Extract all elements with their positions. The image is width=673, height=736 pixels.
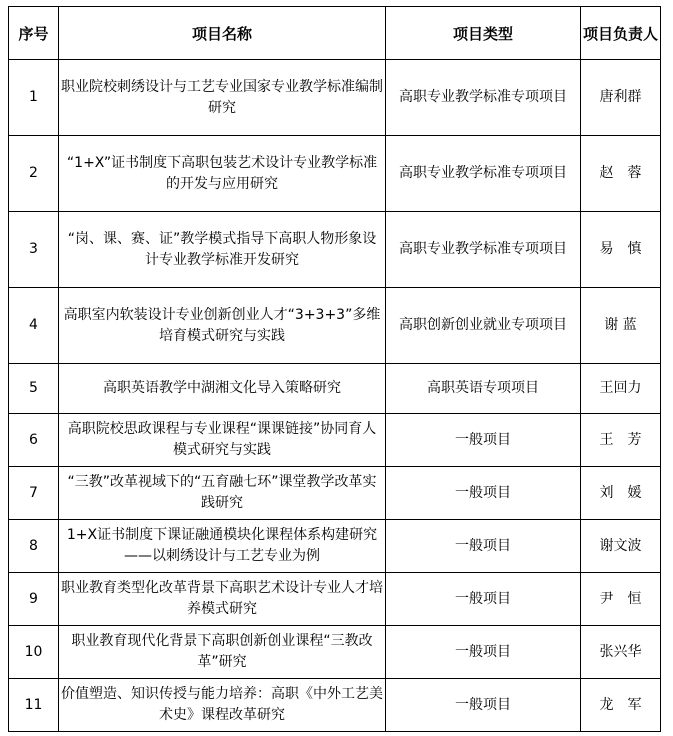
table-row (9, 364, 661, 414)
row-no: 10 (9, 626, 59, 679)
row-type: 高职专业教学标准专项项目 (386, 136, 581, 212)
header-name: 项目名称 (59, 7, 386, 60)
row-no: 8 (9, 520, 59, 573)
row-no: 9 (9, 573, 59, 626)
table-row (9, 414, 661, 467)
row-name: 职业教育类型化改革背景下高职艺术设计专业人才培养模式研究 (59, 573, 386, 626)
row-leader: 唐利群 (581, 60, 661, 136)
row-name: 价值塑造、知识传授与能力培养：高职《中外工艺美术史》课程改革研究 (59, 679, 386, 732)
row-type: 一般项目 (386, 414, 581, 467)
table-row (9, 626, 661, 679)
table-row (9, 573, 661, 626)
table-row (9, 212, 661, 288)
row-type: 高职专业教学标准专项项目 (386, 60, 581, 136)
row-leader: 张兴华 (581, 626, 661, 679)
row-name: 1+X证书制度下课证融通模块化课程体系构建研究——以刺绣设计与工艺专业为例 (59, 520, 386, 573)
row-type: 一般项目 (386, 679, 581, 732)
row-leader: 谢文波 (581, 520, 661, 573)
row-type: 一般项目 (386, 626, 581, 679)
row-no: 1 (9, 60, 59, 136)
row-no: 5 (9, 364, 59, 414)
header-no: 序号 (9, 7, 59, 60)
row-type: 一般项目 (386, 520, 581, 573)
row-name: 高职英语教学中湖湘文化导入策略研究 (59, 364, 386, 414)
row-leader: 王回力 (581, 364, 661, 414)
row-leader: 刘 媛 (581, 467, 661, 520)
row-name: 高职院校思政课程与专业课程“课课链接”协同育人模式研究与实践 (59, 414, 386, 467)
header-leader: 项目负责人 (581, 7, 661, 60)
table-row (9, 467, 661, 520)
row-type: 一般项目 (386, 573, 581, 626)
row-name: 高职室内软装设计专业创新创业人才“3+3+3”多维培育模式研究与实践 (59, 288, 386, 364)
table-row (9, 679, 661, 732)
row-leader: 尹 恒 (581, 573, 661, 626)
header-type: 项目类型 (386, 7, 581, 60)
table-row (9, 520, 661, 573)
row-name: “岗、课、赛、证”教学模式指导下高职人物形象设计专业教学标准开发研究 (59, 212, 386, 288)
row-leader: 龙 军 (581, 679, 661, 732)
table-row (9, 60, 661, 136)
row-leader: 易 慎 (581, 212, 661, 288)
row-type: 一般项目 (386, 467, 581, 520)
table-row (9, 288, 661, 364)
row-name: “1+X”证书制度下高职包装艺术设计专业教学标准的开发与应用研究 (59, 136, 386, 212)
row-name: “三教”改革视域下的“五育融七环”课堂教学改革实践研究 (59, 467, 386, 520)
table-row (9, 136, 661, 212)
row-leader: 赵 蓉 (581, 136, 661, 212)
row-leader: 谢 蓝 (581, 288, 661, 364)
row-no: 4 (9, 288, 59, 364)
header-row (9, 7, 661, 60)
row-no: 2 (9, 136, 59, 212)
row-name: 职业教育现代化背景下高职创新创业课程“三教改革”研究 (59, 626, 386, 679)
row-name: 职业院校刺绣设计与工艺专业国家专业教学标准编制研究 (59, 60, 386, 136)
row-leader: 王 芳 (581, 414, 661, 467)
row-no: 7 (9, 467, 59, 520)
row-type: 高职创新创业就业专项项目 (386, 288, 581, 364)
row-no: 6 (9, 414, 59, 467)
row-no: 11 (9, 679, 59, 732)
row-type: 高职英语专项项目 (386, 364, 581, 414)
project-table (8, 6, 661, 732)
row-type: 高职专业教学标准专项项目 (386, 212, 581, 288)
row-no: 3 (9, 212, 59, 288)
